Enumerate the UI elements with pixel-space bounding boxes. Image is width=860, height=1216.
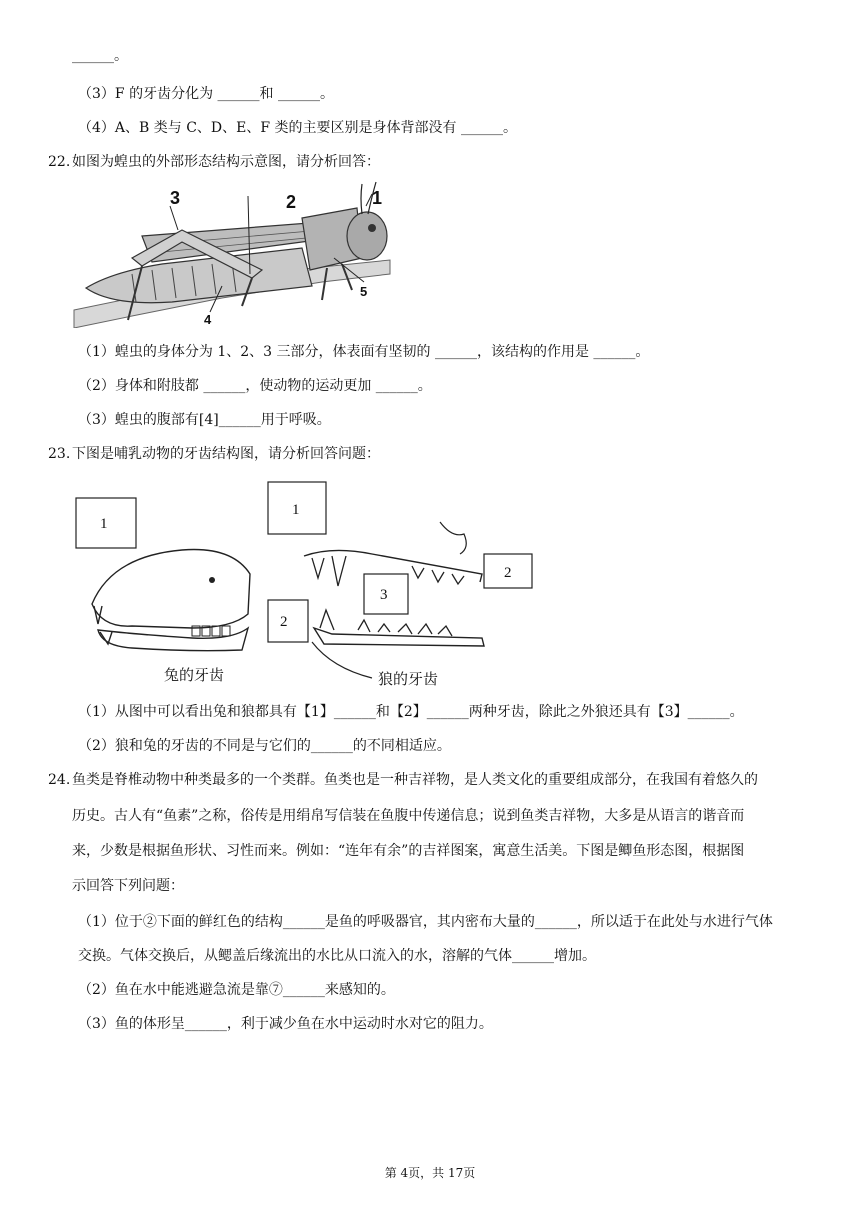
q24-sub3: （3）鱼的体形呈______，利于减少鱼在水中运动时水对它的阻力。 <box>78 1016 493 1032</box>
q24-para-line4: 示回答下列问题： <box>72 878 184 894</box>
q23-number: 23. <box>48 446 71 462</box>
label-1: 1 <box>372 188 383 208</box>
q24-sub2: （2）鱼在水中能逃避急流是靠⑦______来感知的。 <box>78 982 395 998</box>
q24-para-line2: 历史。古人有“鱼素”之称，俗传是用绢帛写信装在鱼腹中传递信息；说到鱼类吉祥物，大多是从语言的谐音而 <box>72 808 745 824</box>
q24-sub1-line2: 交换。气体交换后，从鳃盖后缘流出的水比从口流入的水，溶解的气体______增加。 <box>78 948 596 964</box>
q24-para-line1: 鱼类是脊椎动物中种类最多的一个类群。鱼类也是一种吉祥物，是人类文化的重要组成部分，在我国有着悠久的 <box>72 772 758 788</box>
q23-sub1: （1）从图中可以看出兔和狼都具有【1】______和【2】______两种牙齿，除此之外狼还具有【3】______。 <box>78 704 744 720</box>
q22-number: 22. <box>48 154 71 170</box>
q22-stem: 如图为蝗虫的外部形态结构示意图，请分析回答： <box>72 154 380 170</box>
label-5: 5 <box>360 284 368 299</box>
wolf-caption: 狼的牙齿 <box>378 670 439 688</box>
wolf-box1-label: 1 <box>292 502 300 518</box>
q24-sub1-line1: （1）位于②下面的鲜红色的结构______是鱼的呼吸器官，其内密布大量的______，所以适于在此处与水进行气体 <box>78 914 773 930</box>
q21-sub3: （3）F 的牙齿分化为 ______和 ______。 <box>78 86 334 102</box>
q23-stem: 下图是哺乳动物的牙齿结构图，请分析回答问题： <box>72 446 380 462</box>
label-3: 3 <box>170 188 181 208</box>
q23-sub2: （2）狼和兔的牙齿的不同是与它们的______的不同相适应。 <box>78 738 451 754</box>
q24-number: 24. <box>48 772 71 788</box>
rabbit-box-label: 1 <box>100 516 108 532</box>
q22-sub2: （2）身体和附肢都 ______，使动物的运动更加 ______。 <box>78 378 432 394</box>
wolf-box2-right-label: 2 <box>504 565 512 581</box>
label-4: 4 <box>204 312 212 327</box>
wolf-box2-left-label: 2 <box>280 614 288 630</box>
q24-para-line3: 来，少数是根据鱼形状、习性而来。例如：“连年有余”的吉祥图案，寓意生活美。下图是鲫鱼形态图，根据图 <box>72 843 745 859</box>
q22-sub3: （3）蝗虫的腹部有[4]______用于呼吸。 <box>78 412 331 428</box>
label-2: 2 <box>286 192 297 212</box>
rabbit-caption: 兔的牙齿 <box>164 666 225 684</box>
grasshopper-figure <box>72 178 392 328</box>
q21-sub4: （4）A、B 类与 C、D、E、F 类的主要区别是身体背部没有 ______。 <box>78 120 517 136</box>
teeth-figure <box>72 478 542 693</box>
wolf-box3-label: 3 <box>380 587 388 603</box>
page-footer: 第 4页，共 17页 <box>384 1166 476 1180</box>
q21-line-blank: ______。 <box>72 48 128 64</box>
q22-sub1: （1）蝗虫的身体分为 1、2、3 三部分，体表面有坚韧的 ______，该结构的作用是 ______。 <box>78 344 650 360</box>
